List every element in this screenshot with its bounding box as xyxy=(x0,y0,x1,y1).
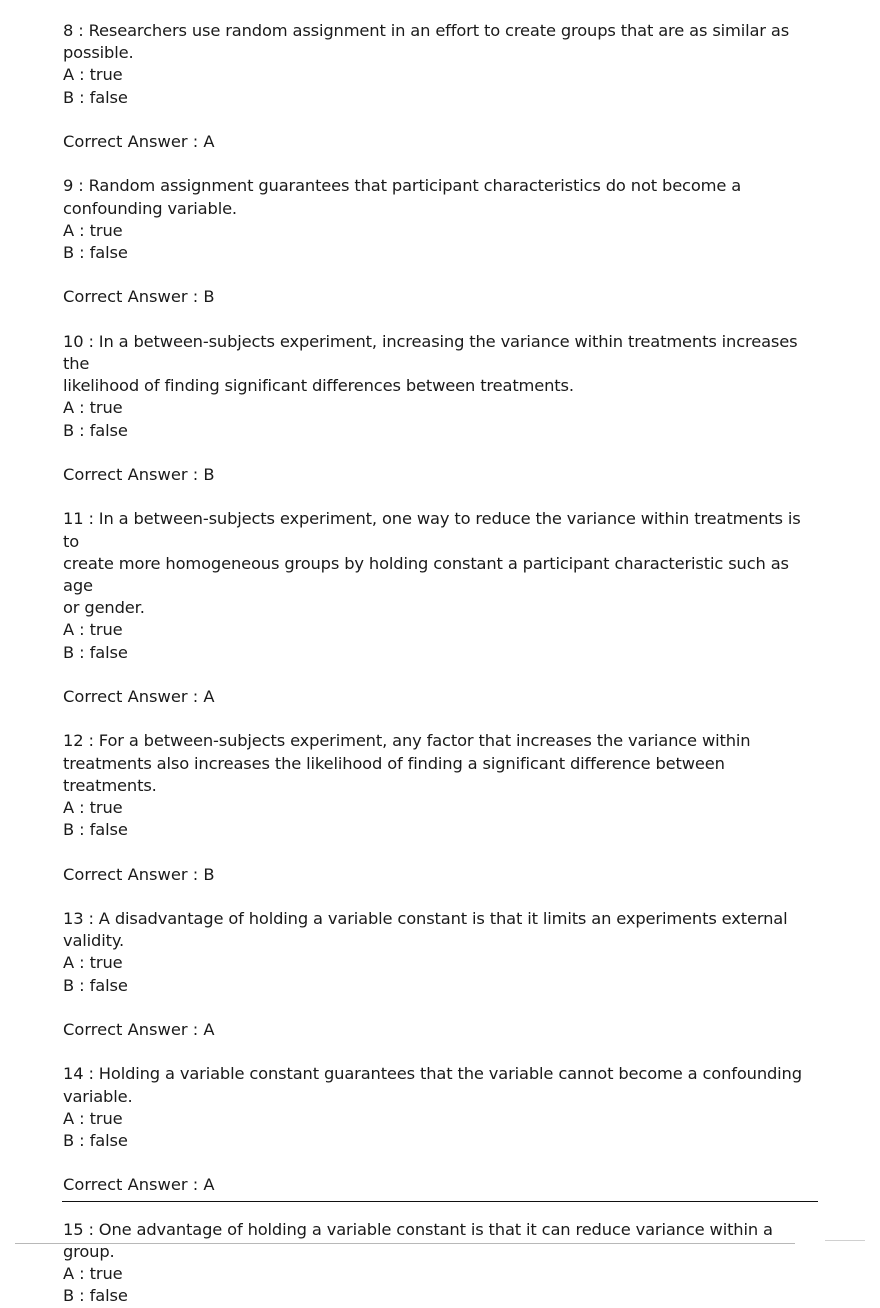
question-stem-line: validity. xyxy=(63,931,125,951)
footer-mark xyxy=(825,1240,865,1245)
question-stem-line: possible. xyxy=(63,43,134,63)
option-a: A : true xyxy=(63,398,123,418)
question-stem-line: 10 : In a between-subjects experiment, increasing the variance within treatments increases the xyxy=(63,331,798,373)
option-b: B : false xyxy=(63,1130,128,1150)
question-stem-line: 14 : Holding a variable constant guarantees that the variable cannot become a confounding xyxy=(63,1064,802,1084)
question-stem-line: confounding variable. xyxy=(63,198,237,218)
question-list xyxy=(63,20,818,1308)
option-a: A : true xyxy=(63,620,123,640)
question-stem-line: 13 : A disadvantage of holding a variable constant is that it limits an experiments external xyxy=(63,908,788,928)
question-stem-line: 8 : Researchers use random assignment in an effort to create groups that are as similar as xyxy=(63,21,790,40)
option-b: B : false xyxy=(63,87,128,107)
option-a: A : true xyxy=(63,1264,123,1284)
question-8 xyxy=(63,20,818,153)
correct-answer: Correct Answer : A xyxy=(63,1019,215,1039)
option-a: A : true xyxy=(63,1108,123,1128)
option-b: B : false xyxy=(63,1286,128,1306)
option-b: B : false xyxy=(63,243,128,262)
question-11 xyxy=(63,508,818,708)
question-stem-line: create more homogeneous groups by holding constant a participant characteristic such as age xyxy=(63,553,789,595)
option-b: B : false xyxy=(63,975,128,995)
question-stem-line: 11 : In a between-subjects experiment, one way to reduce the variance within treatments is to xyxy=(63,509,801,551)
correct-answer: Correct Answer : B xyxy=(63,287,215,307)
question-stem-line: variable. xyxy=(63,1086,133,1106)
correct-answer: Correct Answer : A xyxy=(63,132,215,151)
question-12 xyxy=(63,730,818,885)
question-stem-line: treatments also increases the likelihood of finding a significant difference between treatments. xyxy=(63,753,725,795)
question-14 xyxy=(63,1063,818,1196)
correct-answer: Correct Answer : A xyxy=(63,1175,215,1195)
page-bottom-rule xyxy=(62,1201,818,1202)
correct-answer: Correct Answer : B xyxy=(63,864,215,884)
question-9 xyxy=(63,175,818,308)
question-stem-line: likelihood of finding significant differences between treatments. xyxy=(63,376,574,396)
question-stem-line: 15 : One advantage of holding a variable constant is that it can reduce variance within a group. xyxy=(63,1219,773,1261)
footer-divider xyxy=(15,1243,795,1244)
question-stem-line: 9 : Random assignment guarantees that participant characteristics do not become a xyxy=(63,176,742,196)
option-b: B : false xyxy=(63,820,128,840)
option-b: B : false xyxy=(63,420,128,440)
question-13 xyxy=(63,908,818,1041)
option-a: A : true xyxy=(63,797,123,817)
question-10 xyxy=(63,331,818,486)
option-a: A : true xyxy=(63,220,123,240)
correct-answer: Correct Answer : B xyxy=(63,464,215,484)
correct-answer: Correct Answer : A xyxy=(63,686,215,706)
option-b: B : false xyxy=(63,642,128,662)
option-a: A : true xyxy=(63,953,123,973)
question-15 xyxy=(63,1219,818,1308)
option-a: A : true xyxy=(63,65,123,85)
question-stem-line: 12 : For a between-subjects experiment, any factor that increases the variance within xyxy=(63,731,751,751)
question-stem-line: or gender. xyxy=(63,598,145,618)
